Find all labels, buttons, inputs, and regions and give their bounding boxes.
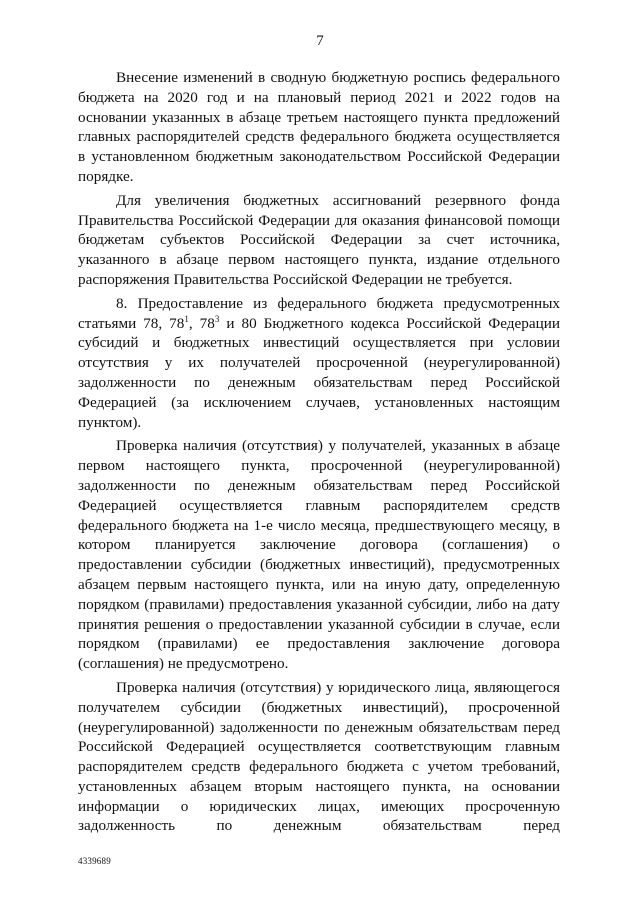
text-segment: 8. Предоставление из федерального бюджета предусмотренных статьями 78, 78 bbox=[78, 294, 560, 332]
text-segment: , 78 bbox=[188, 314, 215, 332]
text-segment: и 80 Бюджетного кодекса Российской Федерации субсидий и бюджетных инвестиций осуществляется при условии отсутствия у их получателей просроченной (неурегулированной) задолженности по денежным обязательствам перед Российской Федерацией (за исключением случаев, установленных настоящим пунктом). bbox=[78, 314, 560, 431]
paragraph-check-legal-entity: Проверка наличия (отсутствия) у юридического лица, являющегося получателем субсидии (бюджетных инвестиций), просроченной (неурегулированной) задолженности по денежным обязательствам перед Российской Федерацией осуществляется соответствующим главным распорядителем средств федерального бюджета с учетом требований, установленных абзацем вторым настоящего пункта, на основании информации о юридических лицах, имеющих просроченную задолженность по денежным обязательствам перед bbox=[78, 678, 560, 835]
superscript: 3 bbox=[214, 313, 220, 324]
superscript: 1 bbox=[184, 313, 189, 324]
document-id: 4339689 bbox=[78, 856, 111, 866]
document-body bbox=[78, 68, 560, 840]
paragraph-reserve-fund: Для увеличения бюджетных ассигнований резервного фонда Правительства Российской Федерации для оказания финансовой помощи бюджетам субъектов Российской Федерации за счет источника, указанного в абзаце первом настоящего пункта, издание отдельного распоряжения Правительства Российской Федерации не требуется. bbox=[78, 191, 560, 288]
page-number: 7 bbox=[316, 33, 324, 49]
paragraph-check-recipients: Проверка наличия (отсутствия) у получателей, указанных в абзаце первом настоящего пункта, просроченной (неурегулированной) задолженности по денежным обязательствам перед Российской Федерацией осуществляется главным распорядителем средств федерального бюджета на 1-е число месяца, предшествующего месяцу, в котором планируется заключение договора (соглашения) о предоставлении субсидии (бюджетных инвестиций), предусмотренных абзацем первым настоящего пункта, или на иную дату, определенную порядком (правилами) предоставления указанной субсидии, либо на дату принятия решения о предоставлении указанной субсидии в случае, если порядком (правилами) ее предоставления заключение договора (соглашения) не предусмотрено. bbox=[78, 437, 560, 673]
paragraph-item-8 bbox=[78, 294, 560, 433]
paragraph-budget-changes: Внесение изменений в сводную бюджетную роспись федерального бюджета на 2020 год и на плановый период 2021 и 2022 годов на основании указанных в абзаце третьем настоящего пункта предложений главных распорядителей средств федерального бюджета осуществляется в установленном бюджетным законодательством Российской Федерации порядке. bbox=[78, 69, 560, 185]
